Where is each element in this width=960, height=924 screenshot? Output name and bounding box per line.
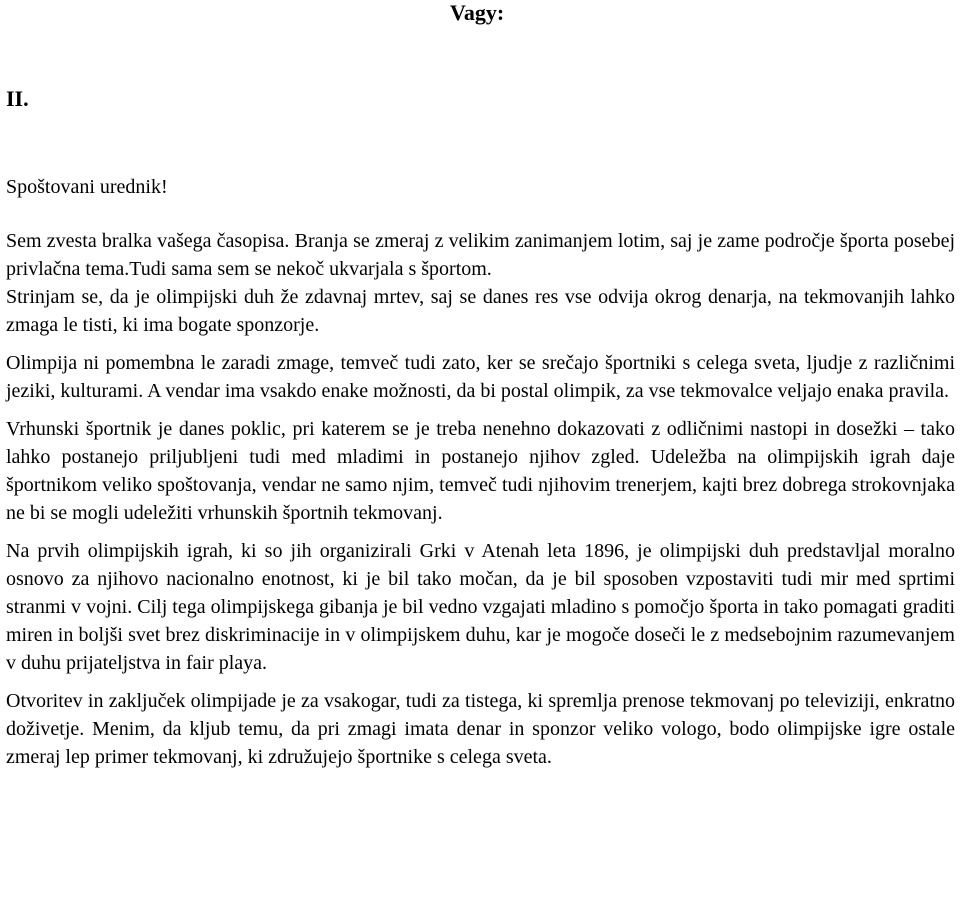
paragraph-history: Na prvih olimpijskih igrah, ki so jih organizirali Grki v Atenah leta 1896, je olimpijski duh predstavljal moralno osnovo za njihovo nacionalno enotnost, ki je bil tako močan, da je bil sposoben vzpostaviti tudi mir med sprtimi stranmi v vojni. Cilj tega olimpijskega gibanja je bil vedno vzgajati mladino s pomočjo športa in tako pomagati graditi miren in boljši svet brez diskriminacije in v olimpijskem duhu, kar je mogoče doseči le z medsebojnim razumevanjem v duhu prijateljstva in fair playa.	[6, 540, 955, 674]
paragraph-intro: Sem zvesta bralka vašega časopisa. Branja se zmeraj z velikim zanimanjem lotim, saj je zame področje športa posebej privlačna tema.Tudi sama sem se nekoč ukvarjala s športom.	[6, 230, 955, 280]
paragraph-agreement: Strinjam se, da je olimpijski duh že zdavnaj mrtev, saj se danes res vse odvija okrog denarja, na tekmovanjih lahko zmaga le tisti, ki ima bogate sponzorje.	[6, 286, 955, 336]
paragraph-olympia: Olimpija ni pomembna le zaradi zmage, temveč tudi zato, ker se srečajo športniki s celega sveta, ljudje z različnimi jeziki, kulturami. A vendar ima vsakdo enake možnosti, da bi postal olimpik, za vse tekmovalce veljajo enaka pravila.	[6, 352, 955, 402]
letter-body	[6, 227, 955, 771]
section-number: II.	[6, 86, 29, 111]
paragraph-athlete: Vrhunski športnik je danes poklic, pri katerem se je treba nenehno dokazovati z odličnimi nastopi in dosežki – tako lahko postanejo priljubljeni tudi med mladimi in postanejo njihov zgled. Udeležba na olimpijskih igrah daje športnikom veliko spoštovanja, vendar ne samo njim, temveč tudi njihovim trenerjem, kajti brez dobrega strokovnjaka ne bi se mogli udeležiti vrhunskih športnih tekmovanj.	[6, 418, 955, 524]
paragraph-conclusion: Otvoritev in zaključek olimpijade je za vsakogar, tudi za tistega, ki spremlja prenose tekmovanj po televiziji, enkratno doživetje. Menim, da kljub temu, da pri zmagi imata denar in sponzor veliko vologo, bodo olimpijske igre ostale zmeraj lep primer tekmovanj, ki združujejo športnike s celega sveta.	[6, 690, 955, 768]
document-title: Vagy:	[450, 0, 505, 25]
letter-greeting: Spoštovani urednik!	[6, 176, 168, 198]
